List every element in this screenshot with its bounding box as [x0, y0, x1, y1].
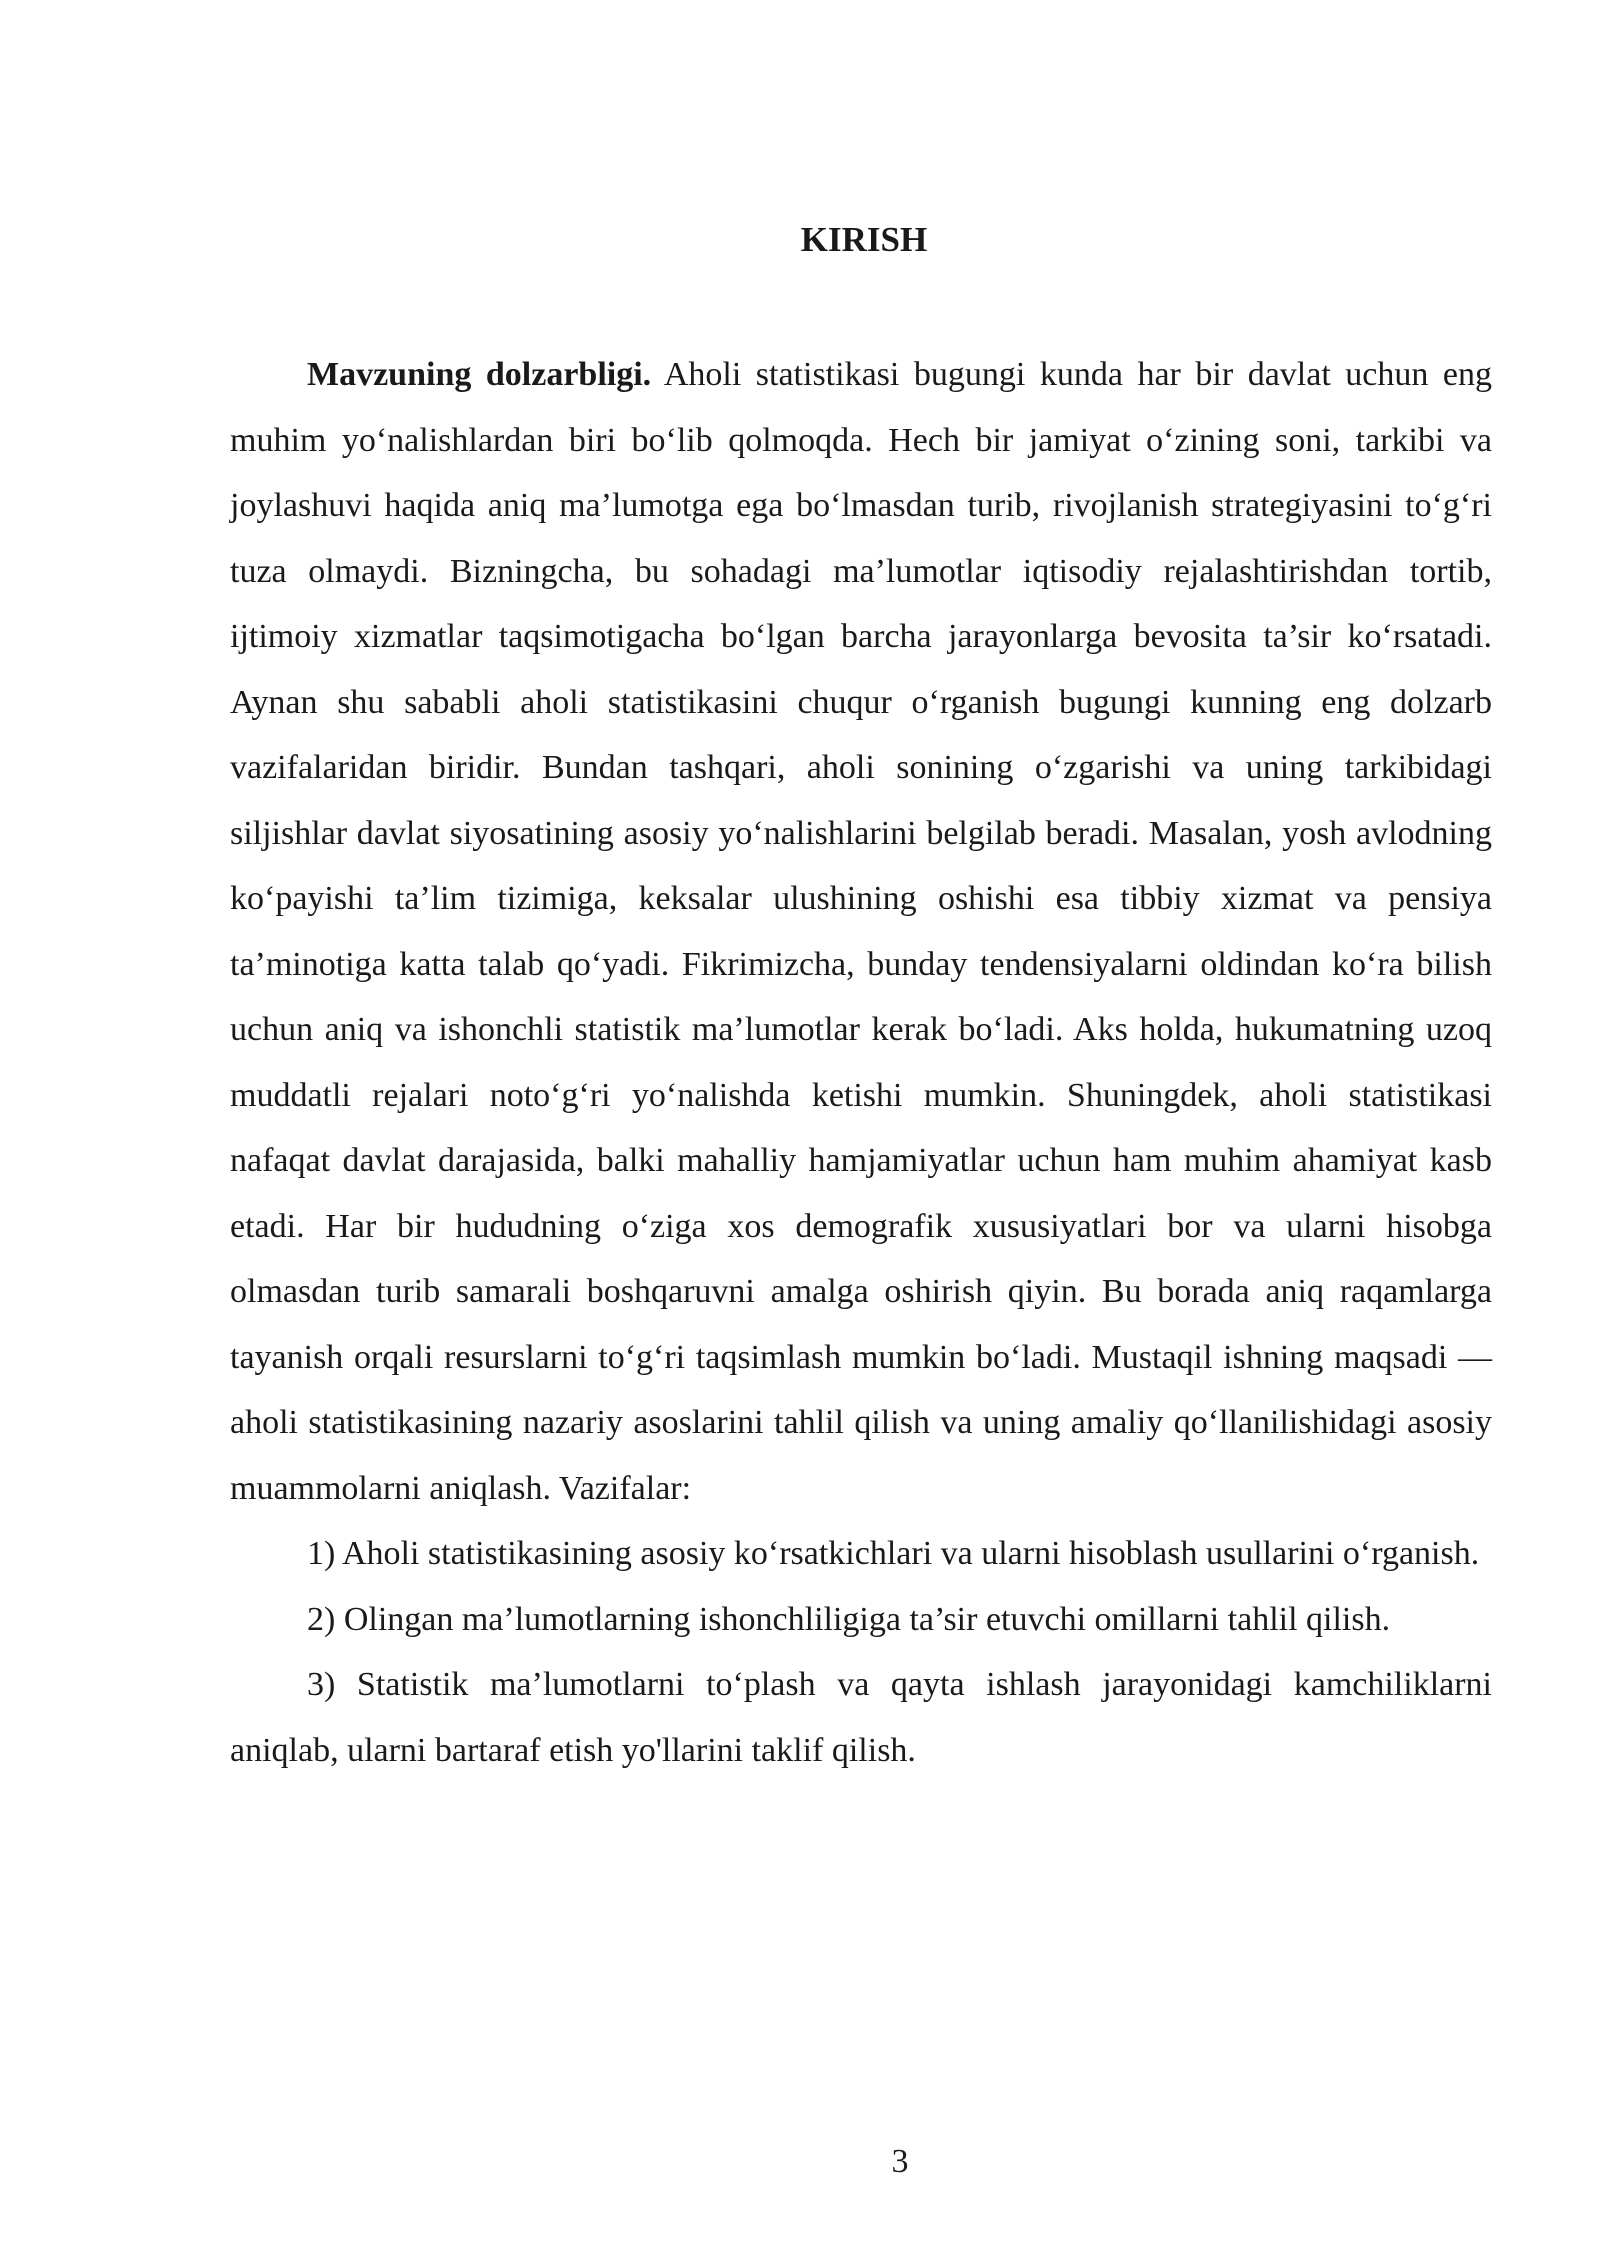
intro-lead: Mavzuning dolzarbligi.: [307, 356, 652, 393]
page-title: KIRISH: [800, 220, 928, 259]
task-item-2: 2) Olingan ma’lumotlarning ishonchliligiga ta’sir etuvchi omillarni tahlil qilish.: [307, 1600, 1391, 1638]
task-item-3: 3) Statistik ma’lumotlarni to‘plash va qayta ishlash jarayonidagi kamchiliklarni aniqlab, ularni bartaraf etish yo'llarini taklif qilish.: [230, 1666, 1492, 1769]
task-item-1: 1) Aholi statistikasining asosiy ko‘rsatkichlari va ularni hisoblash usullarini o‘rganish.: [307, 1535, 1480, 1572]
intro-paragraph: [230, 342, 1492, 1521]
body-text: [230, 342, 1492, 1783]
intro-text: Aholi statistikasi bugungi kunda har bir davlat uchun eng muhim yo‘nalishlardan biri bo‘lib qolmoqda. Hech bir jamiyat o‘zining soni, tarkibi va joylashuvi haqida aniq ma’lumotga ega bo‘lmasdan turib, rivojlanish strategiyasini to‘g‘ri tuza olmaydi. Bizningcha, bu sohadagi ma’lumotlar iqtisodiy rejalashtirishdan tortib, ijtimoiy xizmatlar taqsimotigacha bo‘lgan barcha jarayonlarga bevosita ta’sir ko‘rsatadi. Aynan shu sababli aholi statistikasini chuqur o‘rganish bugungi kunning eng dolzarb vazifalaridan biridir. Bundan tashqari, aholi sonining o‘zgarishi va uning tarkibidagi siljishlar davlat siyosatining asosiy yo‘nalishlarini belgilab beradi. Masalan, yosh avlodning ko‘payishi ta’lim tizimiga, keksalar ulushining oshishi esa tibbiy xizmat va pensiya ta’minotiga katta talab qo‘yadi. Fikrimizcha, bunday tendensiyalarni oldindan ko‘ra bilish uchun aniq va ishonchli statistik ma’lumotlar kerak bo‘ladi. Aks holda, hukumatning uzoq muddatli rejalari noto‘g‘ri yo‘nalishda ketishi mumkin. Shuningdek, aholi statistikasi nafaqat davlat darajasida, balki mahalliy hamjamiyatlar uchun ham muhim ahamiyat kasb etadi. Har bir hududning o‘ziga xos demografik xususiyatlari bor va ularni hisobga olmasdan turib samarali boshqaruvni amalga oshirish qiyin. Bu borada aniq raqamlarga tayanish orqali resurslarni to‘g‘ri taqsimlash mumkin bo‘ladi. Mustaqil ishning maqsadi — aholi statistikasining nazariy asoslarini tahlil qilish va uning amaliy qo‘llanilishidagi asosiy muammolarni aniqlash. Vazifalar:: [230, 356, 1492, 1507]
page-number: 3: [891, 2143, 909, 2180]
